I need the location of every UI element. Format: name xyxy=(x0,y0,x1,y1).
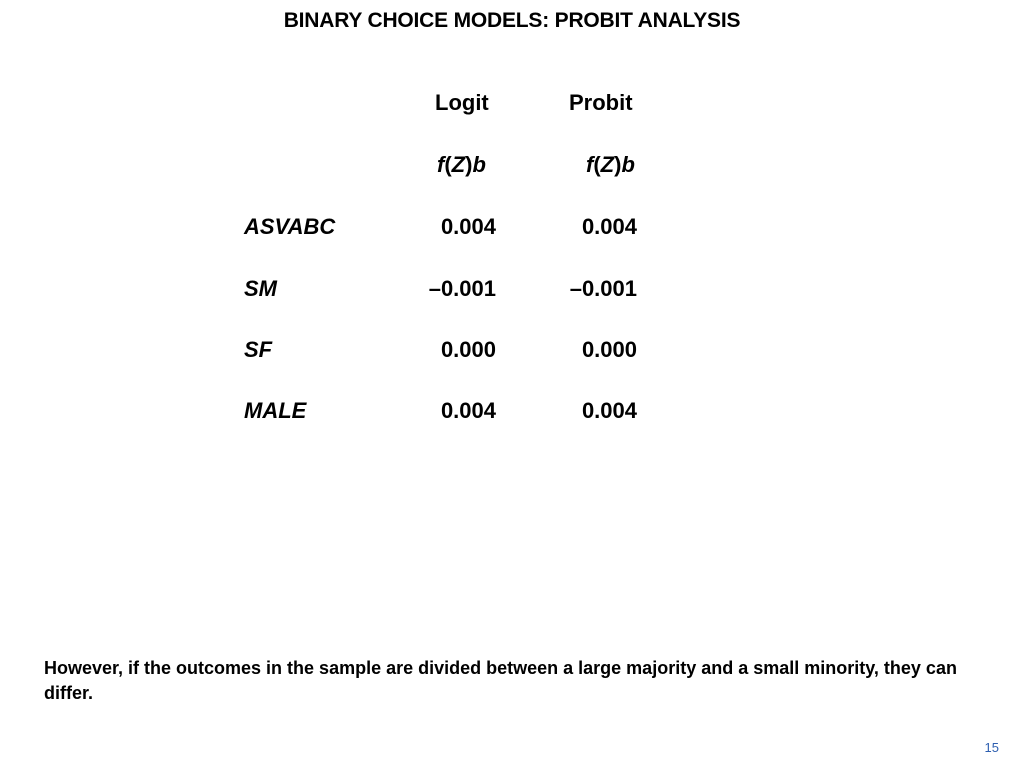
row-label-sm: SM xyxy=(244,276,277,301)
cell-sm-logit: –0.001 xyxy=(428,276,496,301)
cell-asvabc-probit: 0.004 xyxy=(581,214,637,239)
cell-sf-probit: 0.000 xyxy=(581,337,637,362)
formula-b: b xyxy=(472,152,486,177)
formula-close-paren: ) xyxy=(614,152,622,177)
formula-f: f xyxy=(437,152,445,177)
cell-asvabc-logit: 0.004 xyxy=(440,214,496,239)
formula-z: Z xyxy=(451,152,466,177)
formula-close-paren: ) xyxy=(465,152,473,177)
cell-male-logit: 0.004 xyxy=(440,398,496,423)
column-header-logit: Logit xyxy=(435,90,489,115)
cell-sf-logit: 0.000 xyxy=(440,337,496,362)
formula-f: f xyxy=(586,152,594,177)
formula-b: b xyxy=(621,152,635,177)
formula-z: Z xyxy=(600,152,615,177)
column-header-probit: Probit xyxy=(569,90,633,115)
cell-male-probit: 0.004 xyxy=(581,398,637,423)
formula-open-paren: ( xyxy=(593,152,601,177)
row-label-male: MALE xyxy=(244,398,307,423)
cell-sm-probit: –0.001 xyxy=(569,276,637,301)
formula-open-paren: ( xyxy=(444,152,452,177)
slide-title: BINARY CHOICE MODELS: PROBIT ANALYSIS xyxy=(283,9,741,32)
page-number: 15 xyxy=(984,740,999,755)
subheader-probit-formula xyxy=(586,152,635,178)
subheader-logit-formula xyxy=(437,152,486,178)
row-label-sf: SF xyxy=(244,337,273,362)
footnote-text: However, if the outcomes in the sample are divided between a large majority and a small minority, they can differ. xyxy=(44,658,957,703)
row-label-asvabc: ASVABC xyxy=(244,214,336,239)
